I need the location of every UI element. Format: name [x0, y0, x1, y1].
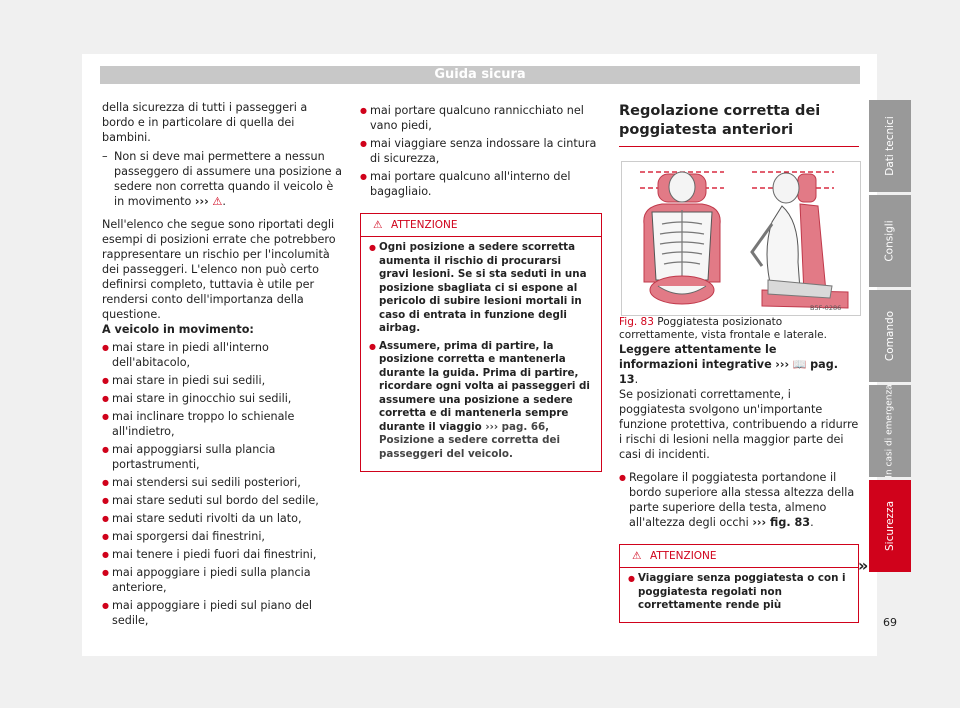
list-item: ● mai stare seduti rivolti da un lato,: [102, 511, 342, 526]
figure-caption-text: Poggiatesta posizionato correttamente, vista frontale e laterale.: [619, 316, 827, 341]
lead-paragraph: Leggere attentamente le informazioni integrative ››› 📖 pag. 13.: [619, 343, 838, 386]
list-item: ● mai stare in piedi sui sedili,: [102, 373, 342, 388]
list-item: ● mai tenere i piedi fuori dai finestrini,: [102, 547, 342, 562]
figure-ref-link[interactable]: ››› fig. 83: [752, 516, 811, 529]
side-tabs: [869, 100, 911, 575]
list-item: ● mai appoggiare i piedi sul piano del sedile,: [102, 598, 342, 628]
warning-box: [360, 213, 602, 472]
tab-comando[interactable]: Comando: [869, 290, 911, 382]
list-item: ● mai stare in piedi all'interno dell'abitacolo,: [102, 340, 342, 370]
warning-item: ● Ogni posizione a sedere scorretta aumenta il rischio di procurarsi gravi lesioni. Se si sta seduti in una posizione sbagliata ci si espone al pericolo di subire lesioni mortali in caso di entrata in funzione degli airbag.: [369, 241, 593, 336]
warning-header: [361, 214, 601, 237]
page-header: Guida sicura: [100, 66, 860, 84]
body-paragraph: Se posizionati correttamente, i poggiatesta svolgono un'importante funzione protettiva, contribuendo a ridurre i rischi di lesioni nella maggior parte dei casi di incidenti.: [619, 388, 859, 461]
column-1: [102, 100, 342, 631]
warning-title: ATTENZIONE: [391, 219, 458, 231]
list-item: ● mai sporgersi dai finestrini,: [102, 529, 342, 544]
warning-title: ATTENZIONE: [650, 550, 717, 562]
cross-reference-link[interactable]: ››› pag. 66, Posizione a sedere corretta dei passeggeri del veicolo.: [379, 420, 560, 460]
figure-caption: [619, 316, 859, 342]
warning-triangle-icon: ⚠: [632, 550, 642, 562]
dash-item: – Non si deve mai permettere a nessun passeggero di assumere una posizione a sedere non corretta quando il veicolo è in movimento ››› ⚠.: [102, 149, 342, 209]
warning-item: ● Viaggiare senza poggiatesta o con i poggiatesta regolati non correttamente rende più: [628, 572, 850, 613]
list-item: ● mai appoggiare i piedi sulla plancia anteriore,: [102, 565, 342, 595]
list-item-text: Regolare il poggiatesta portandone il bordo superiore alla stessa altezza della parte superiore della testa, almeno all'altezza degli occhi: [629, 471, 855, 529]
list-item: ● mai stare in ginocchio sui sedili,: [102, 391, 342, 406]
warning-item-text: Assumere, prima di partire, la posizione corretta e mantenerla durante la guida. Prima di partire, ricordare ogni volta ai passeggeri di assumere una posizione a sedere corretta e di mantenerla sempre durante il viaggio: [379, 339, 590, 433]
warning-triangle-icon: ⚠: [373, 219, 383, 231]
list-item: ● mai appoggiarsi sulla plancia portastrumenti,: [102, 442, 342, 472]
list-item: ● Regolare il poggiatesta portandone il bordo superiore alla stessa altezza della parte superiore della testa, almeno all'altezza degli occhi ››› fig. 83.: [619, 470, 859, 530]
list-subheading: A veicolo in movimento:: [102, 323, 254, 336]
tab-consigli[interactable]: Consigli: [869, 195, 911, 287]
list-item: ● mai portare qualcuno rannicchiato nel vano piedi,: [360, 103, 602, 133]
tab-sicurezza[interactable]: Sicurezza: [869, 480, 911, 572]
continue-arrow-icon: »: [858, 556, 869, 575]
intro-text: della sicurezza di tutti i passeggeri a bordo e in particolare di quella dei bambini.: [102, 101, 308, 144]
warning-box: [619, 544, 859, 623]
page-number: 69: [883, 616, 897, 629]
warning-triangle-icon: ⚠: [212, 195, 223, 208]
lead-text: Leggere attentamente le informazioni integrative: [619, 343, 777, 371]
tab-dati-tecnici[interactable]: Dati tecnici: [869, 100, 911, 192]
list-item: ● mai stare seduti sul bordo del sedile,: [102, 493, 342, 508]
warning-item: [369, 340, 593, 462]
dash-item-text: Non si deve mai permettere a nessun passeggero di assumere una posizione a sedere non corretta quando il veicolo è in movimento: [114, 150, 342, 208]
figure-headrest: [621, 161, 861, 316]
list-item: ● mai stendersi sui sedili posteriori,: [102, 475, 342, 490]
headrest-illustration: [622, 162, 860, 315]
figure-label: Fig. 83: [619, 316, 654, 328]
book-icon: 📖: [792, 358, 807, 371]
tab-emergenza[interactable]: In casi di emergenza: [869, 385, 911, 477]
column-2: [360, 100, 602, 472]
list-item: ● mai viaggiare senza indossare la cintura di sicurezza,: [360, 136, 602, 166]
lead-arrows: ›››: [775, 358, 790, 371]
list-intro-paragraph: Nell'elenco che segue sono riportati degli esempi di posizioni errate che potrebbero rappresentare un rischio per l'incolumità dei passeggeri. L'elenco non può certo definirsi completo, tuttavia è utile per rendersi conto dell'importanza della questione.: [102, 218, 336, 321]
section-title: Regolazione corretta dei poggiatesta anteriori: [619, 102, 859, 147]
warning-header: [620, 545, 858, 568]
list-item: ● mai inclinare troppo lo schienale all'indietro,: [102, 409, 342, 439]
list-item: ● mai portare qualcuno all'interno del bagagliaio.: [360, 169, 602, 199]
page-ref-link[interactable]: pag. 13: [619, 358, 838, 386]
column-3: [619, 100, 859, 623]
figure-code: B5F-0286: [810, 304, 842, 312]
ref-arrows[interactable]: ›››: [194, 195, 209, 208]
